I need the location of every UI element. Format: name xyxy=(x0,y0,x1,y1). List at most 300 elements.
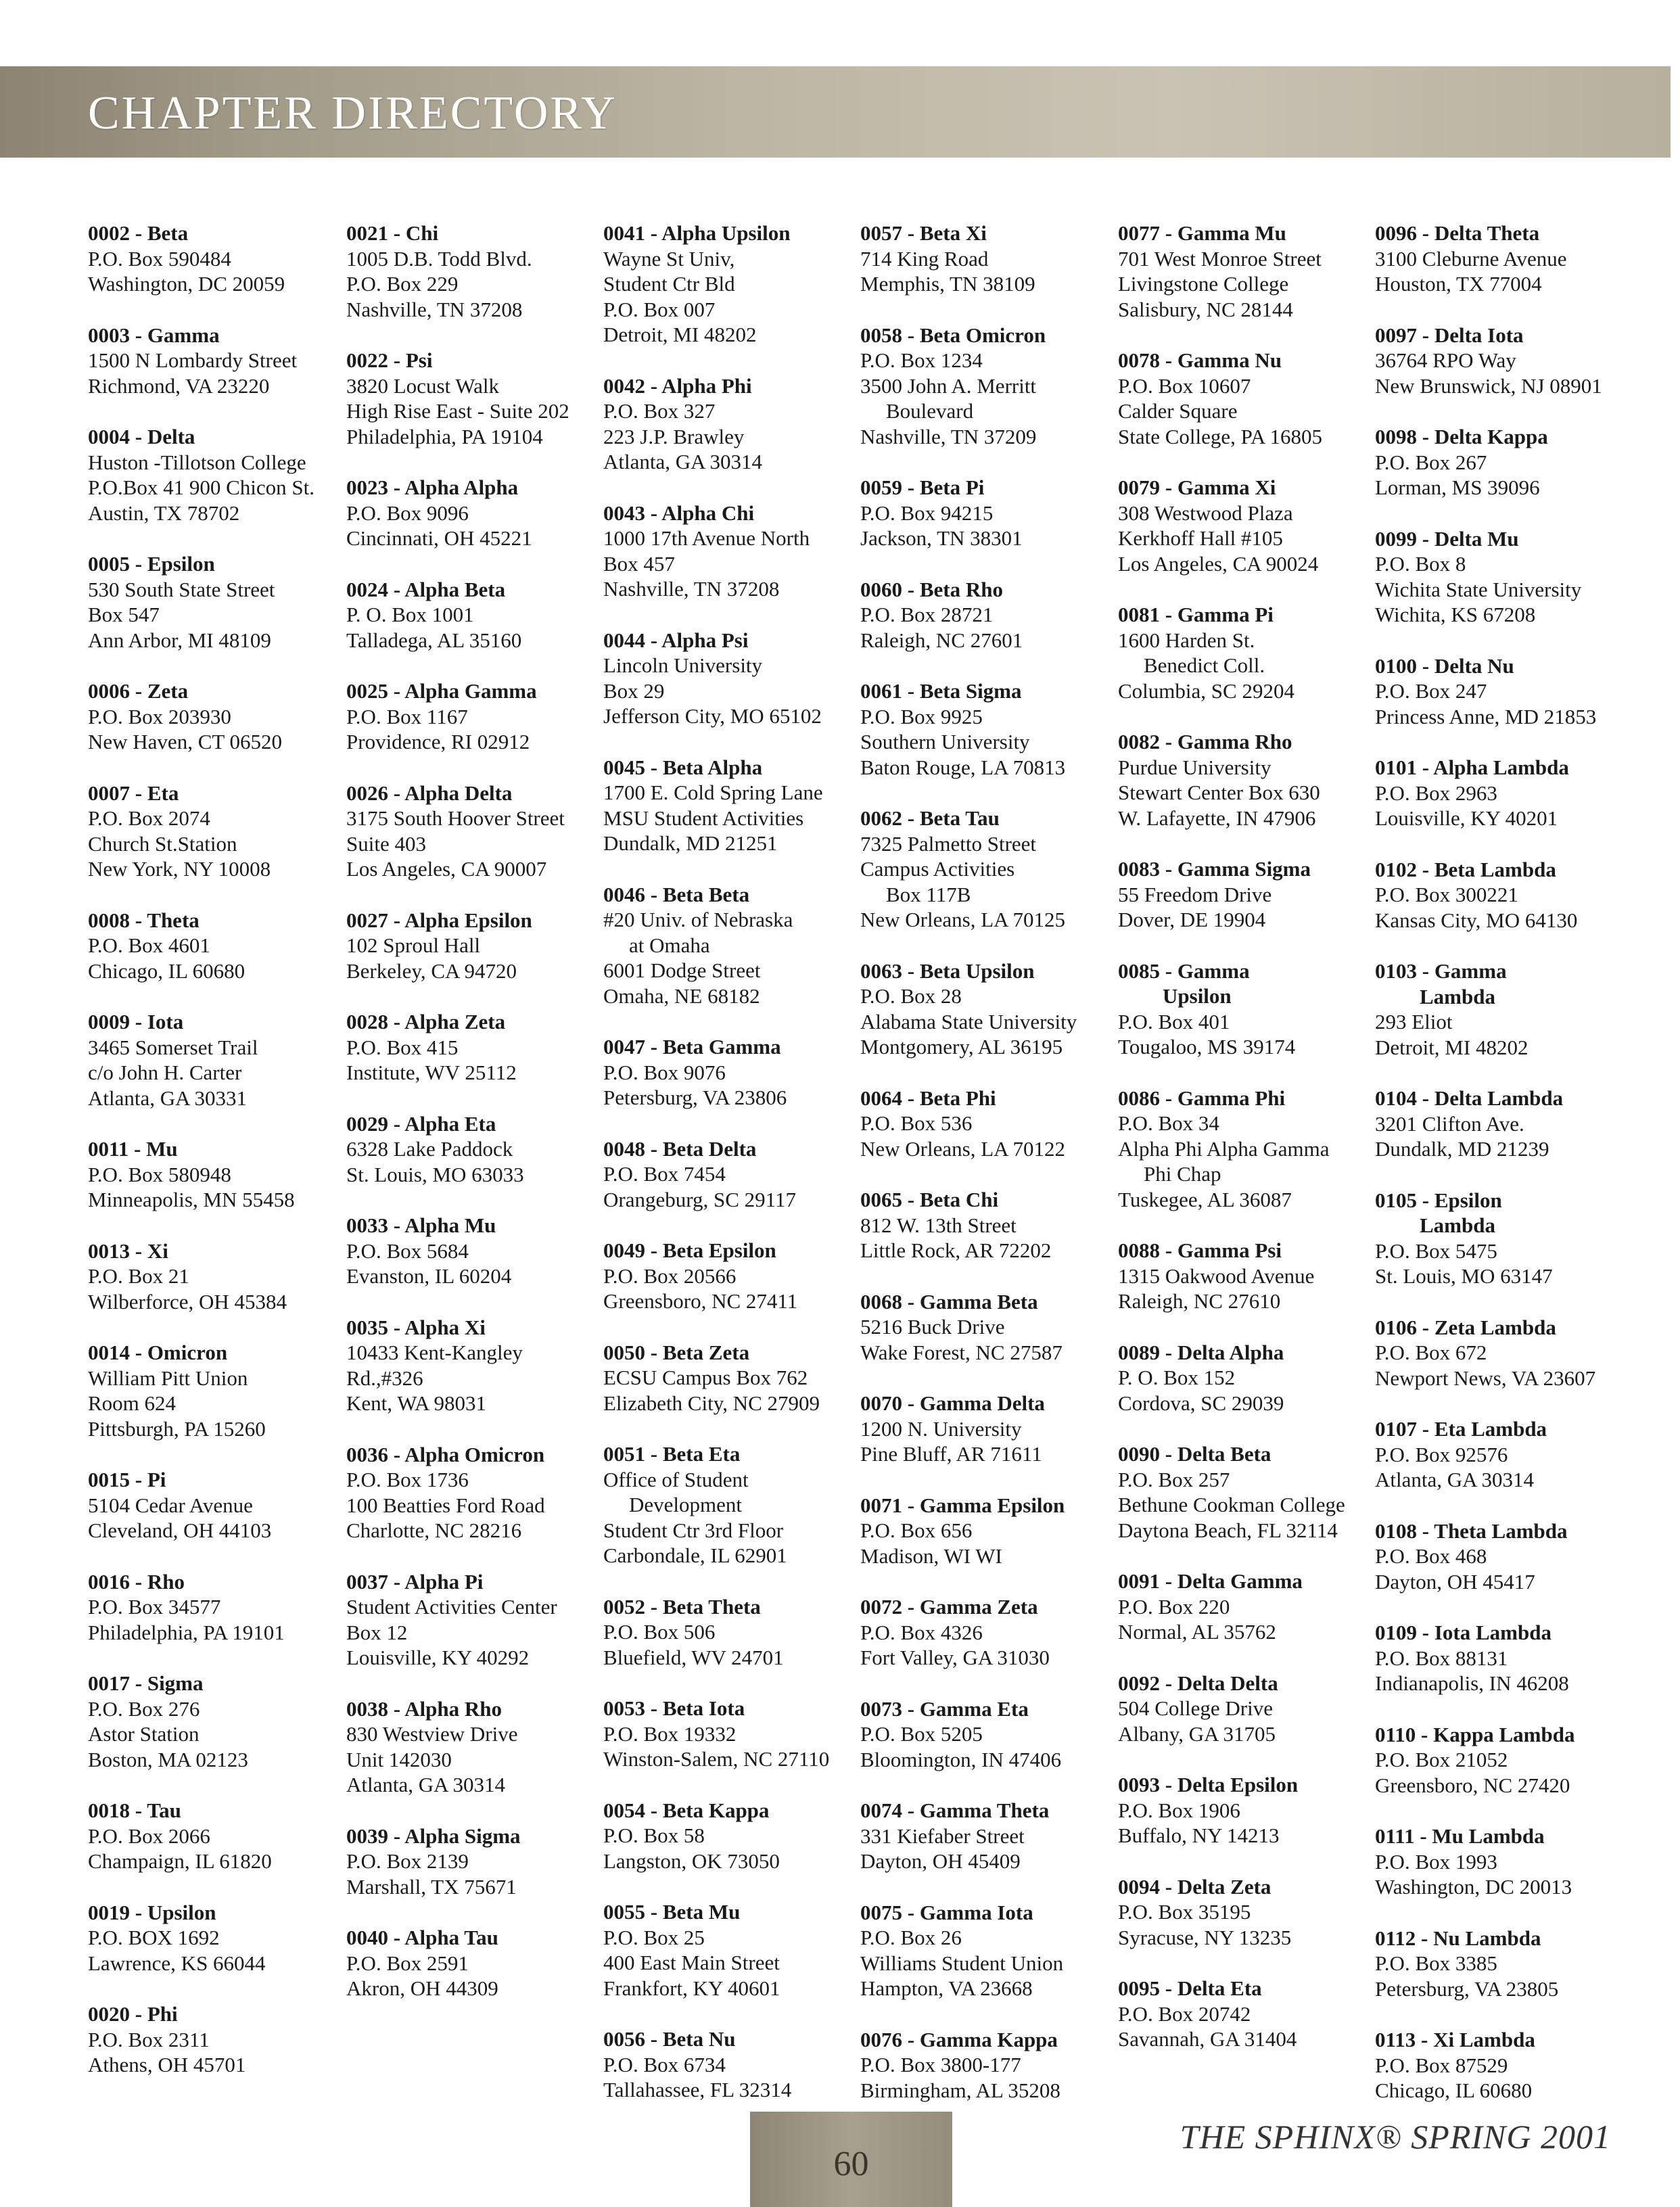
address-line: P.O. Box 6734 xyxy=(603,2052,726,2076)
chapter-entry xyxy=(346,908,597,984)
chapter-name-text: 0078 - Gamma Nu xyxy=(1118,348,1282,372)
address-line: P.O. Box 58 xyxy=(603,1823,705,1847)
chapter-entry xyxy=(603,755,854,856)
chapter-name-text: 0047 - Beta Gamma xyxy=(603,1035,781,1059)
chapter-name xyxy=(88,678,338,704)
address-line: P.O. Box 203930 xyxy=(88,704,231,728)
address-line: P.O. Box 656 xyxy=(860,1518,973,1542)
chapter-name-text: 0102 - Beta Lambda xyxy=(1375,857,1556,881)
address-line: P.O. Box 35195 xyxy=(1118,1900,1251,1924)
address-line: P.O. Box 26 xyxy=(860,1926,962,1949)
chapter-entry xyxy=(346,1696,597,1798)
address-line: Cincinnati, OH 45221 xyxy=(346,526,532,550)
chapter-name xyxy=(860,1594,1111,1620)
address-line: Princess Anne, MD 21853 xyxy=(1375,704,1597,728)
publication-footer: THE SPHINX® SPRING 2001 xyxy=(1180,2118,1611,2156)
address-line: Office of Student xyxy=(603,1467,749,1491)
chapter-name-text: 0111 - Mu Lambda xyxy=(1375,1824,1545,1848)
chapter-name-continued: Upsilon xyxy=(1163,984,1232,1008)
address-line: Raleigh, NC 27610 xyxy=(1118,1289,1281,1313)
address-line: P.O. Box 468 xyxy=(1375,1544,1487,1568)
address-line: Wake Forest, NC 27587 xyxy=(860,1340,1063,1364)
address-line: 6001 Dodge Street xyxy=(603,958,761,982)
address-line: 3500 John A. Merritt xyxy=(860,373,1037,398)
address-line: P.O. Box 20742 xyxy=(1118,2001,1251,2026)
chapter-name-text: 0013 - Xi xyxy=(88,1238,168,1263)
address-line: New Haven, CT 06520 xyxy=(88,730,282,753)
address-line: 812 W. 13th Street xyxy=(860,1213,1017,1237)
chapter-entry xyxy=(346,678,597,755)
chapter-entry xyxy=(346,1213,597,1289)
chapter-entry xyxy=(860,1696,1111,1773)
address-line: Pine Bluff, AR 71611 xyxy=(860,1442,1042,1466)
chapter-name xyxy=(860,1289,1111,1315)
chapter-entry xyxy=(88,1569,338,1646)
address-line: Minneapolis, MN 55458 xyxy=(88,1188,295,1211)
address-line: Alpha Phi Alpha Gamma xyxy=(1118,1136,1330,1161)
address-line: Dayton, OH 45417 xyxy=(1375,1569,1535,1594)
chapter-entry xyxy=(346,1315,597,1416)
address-line: Box 457 xyxy=(603,551,675,576)
chapter-name-text: 0105 - Epsilon xyxy=(1375,1188,1502,1212)
chapter-name-text: 0113 - Xi Lambda xyxy=(1375,2028,1535,2051)
chapter-name xyxy=(88,323,338,348)
address-line: Greensboro, NC 27411 xyxy=(603,1289,798,1313)
address-line: Atlanta, GA 30314 xyxy=(603,450,763,473)
chapter-name xyxy=(603,1340,854,1366)
chapter-name-text: 0088 - Gamma Psi xyxy=(1118,1238,1282,1262)
address-line: Room 624 xyxy=(88,1391,177,1415)
address-line: P.O. BOX 1692 xyxy=(88,1926,220,1949)
chapter-name-text: 0027 - Alpha Epsilon xyxy=(346,908,532,932)
address-line: Memphis, TN 38109 xyxy=(860,272,1035,296)
chapter-name-text: 0079 - Gamma Xi xyxy=(1118,475,1276,499)
chapter-name-text: 0043 - Alpha Chi xyxy=(603,501,755,525)
chapter-name xyxy=(346,781,597,806)
address-line: Albany, GA 31705 xyxy=(1118,1721,1276,1746)
chapter-entry xyxy=(346,781,597,882)
chapter-entry xyxy=(603,220,854,348)
chapter-entry xyxy=(1375,1722,1625,1798)
chapter-entry xyxy=(1118,602,1368,703)
address-line: Box 29 xyxy=(603,678,665,703)
address-line: Tougaloo, MS 39174 xyxy=(1118,1035,1296,1059)
chapter-name xyxy=(1118,475,1368,501)
address-line: 6328 Lake Paddock xyxy=(346,1137,513,1161)
address-line: Williams Student Union xyxy=(860,1951,1064,1975)
address-line: Philadelphia, PA 19101 xyxy=(88,1620,285,1644)
chapter-name-text: 0107 - Eta Lambda xyxy=(1375,1417,1547,1441)
chapter-name-text: 0014 - Omicron xyxy=(88,1341,228,1364)
address-line: Wayne St Univ, xyxy=(603,246,735,271)
address-line: P.O. Box 229 xyxy=(346,272,459,296)
address-line: P.O. Box 257 xyxy=(1118,1467,1230,1491)
chapter-entry xyxy=(1375,1315,1625,1391)
chapter-name-text: 0098 - Delta Kappa xyxy=(1375,425,1548,448)
chapter-entry xyxy=(860,806,1111,933)
chapter-name-text: 0038 - Alpha Rho xyxy=(346,1696,502,1721)
chapter-name-text: 0091 - Delta Gamma xyxy=(1118,1569,1303,1593)
chapter-name xyxy=(1118,856,1368,882)
chapter-entry xyxy=(1375,1620,1625,1696)
chapter-entry xyxy=(346,1442,597,1543)
address-line: Carbondale, IL 62901 xyxy=(603,1543,787,1567)
chapter-entry xyxy=(603,1238,854,1314)
address-line: Southern University xyxy=(860,730,1030,753)
address-line: P.O. Box 92576 xyxy=(1375,1442,1508,1466)
address-line: Box 117B xyxy=(886,882,971,906)
address-line: P. O. Box 1001 xyxy=(346,603,474,626)
chapter-name-text: 0029 - Alpha Eta xyxy=(346,1111,496,1136)
chapter-name xyxy=(603,1696,854,1721)
chapter-name-text: 0103 - Gamma xyxy=(1375,959,1507,983)
chapter-name xyxy=(1118,1086,1368,1111)
chapter-name xyxy=(1375,2027,1625,2053)
chapter-entry xyxy=(860,1493,1111,1569)
chapter-name-continued: Lambda xyxy=(1420,984,1495,1008)
chapter-name xyxy=(88,1798,338,1823)
chapter-entry xyxy=(1118,1340,1368,1416)
address-line: P.O. Box 2963 xyxy=(1375,781,1497,805)
chapter-entry xyxy=(88,1671,338,1772)
address-line: Hampton, VA 23668 xyxy=(860,1976,1033,2000)
address-line: P.O. Box 5205 xyxy=(860,1722,983,1746)
chapter-name xyxy=(1375,755,1625,781)
chapter-name-text: 0060 - Beta Rho xyxy=(860,577,1003,601)
address-line: Cleveland, OH 44103 xyxy=(88,1518,272,1542)
chapter-entry xyxy=(88,1238,338,1315)
address-line: 293 Eliot xyxy=(1375,1010,1453,1033)
address-line: P.O. Box 19332 xyxy=(603,1721,737,1746)
address-line: P.O. Box 580948 xyxy=(88,1162,231,1186)
address-line: 1005 D.B. Todd Blvd. xyxy=(346,246,532,271)
chapter-name-text: 0049 - Beta Epsilon xyxy=(603,1238,776,1262)
chapter-entry xyxy=(1118,1671,1368,1747)
chapter-entry xyxy=(88,1798,338,1874)
directory-column-4 xyxy=(860,220,1111,2129)
address-line: P.O. Box 415 xyxy=(346,1035,459,1059)
chapter-entry xyxy=(1375,1823,1625,1900)
chapter-entry xyxy=(603,1441,854,1569)
page-title: CHAPTER DIRECTORY xyxy=(88,87,617,139)
chapter-name xyxy=(1375,1518,1625,1544)
address-line: Bluefield, WV 24701 xyxy=(603,1645,784,1669)
address-line: New Brunswick, NJ 08901 xyxy=(1375,373,1602,398)
address-line: Unit 142030 xyxy=(346,1747,452,1771)
chapter-name xyxy=(1375,220,1625,246)
chapter-entry xyxy=(88,551,338,653)
chapter-name-text: 0110 - Kappa Lambda xyxy=(1375,1722,1575,1746)
address-line: P.O. Box 34577 xyxy=(88,1595,221,1619)
chapter-name xyxy=(1375,1620,1625,1646)
chapter-name xyxy=(860,220,1111,246)
address-line: Evanston, IL 60204 xyxy=(346,1264,512,1288)
address-line: Benedict Coll. xyxy=(1144,653,1265,677)
chapter-name-text: 0099 - Delta Mu xyxy=(1375,526,1519,551)
address-line: 1000 17th Avenue North xyxy=(603,526,810,550)
chapter-name xyxy=(603,1238,854,1263)
address-line: Student Ctr 3rd Floor xyxy=(603,1518,784,1542)
address-line: P.O. Box 1736 xyxy=(346,1468,469,1491)
address-line: New Orleans, LA 70125 xyxy=(860,908,1066,931)
chapter-name xyxy=(860,2027,1111,2053)
chapter-name xyxy=(603,1594,854,1620)
chapter-name-text: 0062 - Beta Tau xyxy=(860,806,1000,830)
chapter-name xyxy=(88,1238,338,1264)
chapter-entry xyxy=(860,678,1111,780)
chapter-name xyxy=(1118,1976,1368,2001)
directory-column-2 xyxy=(346,220,597,2027)
chapter-entry xyxy=(1375,220,1625,297)
chapter-name xyxy=(346,475,597,501)
address-line: 7325 Palmetto Street xyxy=(860,831,1037,856)
chapter-name-text: 0037 - Alpha Pi xyxy=(346,1569,484,1594)
address-line: P.O. Box 4326 xyxy=(860,1620,983,1644)
address-line: Charlotte, NC 28216 xyxy=(346,1518,522,1542)
chapter-entry xyxy=(603,1340,854,1416)
address-line: Atlanta, GA 30331 xyxy=(88,1086,248,1110)
chapter-name-text: 0045 - Beta Alpha xyxy=(603,755,763,779)
chapter-name-text: 0039 - Alpha Sigma xyxy=(346,1823,521,1848)
chapter-entry xyxy=(603,373,854,475)
chapter-entry xyxy=(1118,1238,1368,1314)
chapter-name xyxy=(860,475,1111,501)
page-number: 60 xyxy=(833,2145,869,2183)
chapter-entry xyxy=(1375,1416,1625,1493)
address-line: 3100 Cleburne Avenue xyxy=(1375,246,1567,271)
chapter-name xyxy=(346,1442,597,1468)
chapter-name-text: 0106 - Zeta Lambda xyxy=(1375,1315,1556,1339)
chapter-name xyxy=(603,628,854,653)
address-line: P.O. Box 2074 xyxy=(88,806,210,830)
chapter-name-text: 0089 - Delta Alpha xyxy=(1118,1340,1284,1364)
address-line: New Orleans, LA 70122 xyxy=(860,1136,1066,1161)
address-line: 100 Beatties Ford Road xyxy=(346,1493,545,1517)
address-line: 5104 Cedar Avenue xyxy=(88,1493,253,1517)
address-line: P.O. Box 10607 xyxy=(1118,373,1251,398)
address-line: Marshall, TX 75671 xyxy=(346,1874,517,1899)
address-line: Louisville, KY 40201 xyxy=(1375,806,1558,830)
address-line: Madison, WI WI xyxy=(860,1543,1002,1568)
address-line: State College, PA 16805 xyxy=(1118,424,1322,448)
directory-column-3 xyxy=(603,220,854,2129)
chapter-entry xyxy=(860,1900,1111,2001)
address-line: P. O. Box 152 xyxy=(1118,1366,1236,1389)
address-line: Phi Chap xyxy=(1144,1162,1221,1186)
chapter-entry xyxy=(603,882,854,1009)
address-line: 701 West Monroe Street xyxy=(1118,246,1322,271)
chapter-name-text: 0077 - Gamma Mu xyxy=(1118,221,1286,245)
address-line: P.O. Box 506 xyxy=(603,1620,716,1644)
chapter-name-text: 0075 - Gamma Iota xyxy=(860,1900,1033,1924)
chapter-name-text: 0083 - Gamma Sigma xyxy=(1118,857,1311,881)
chapter-name xyxy=(1375,1188,1625,1238)
address-line: P.O. Box 3800-177 xyxy=(860,2053,1021,2076)
chapter-name xyxy=(346,1925,597,1951)
chapter-entry xyxy=(1375,1518,1625,1595)
address-line: P.O. Box 2066 xyxy=(88,1823,210,1848)
address-line: P.O. Box 7454 xyxy=(603,1162,726,1186)
address-line: P.O. Box 007 xyxy=(603,297,716,321)
chapter-name-text: 0101 - Alpha Lambda xyxy=(1375,756,1569,779)
address-line: Stewart Center Box 630 xyxy=(1118,781,1320,804)
chapter-name-text: 0008 - Theta xyxy=(88,908,200,932)
address-line: Washington, DC 20059 xyxy=(88,272,285,296)
chapter-name-text: 0035 - Alpha Xi xyxy=(346,1315,486,1339)
address-line: 830 Westview Drive xyxy=(346,1722,518,1746)
address-line: 3465 Somerset Trail xyxy=(88,1035,258,1059)
address-line: 55 Freedom Drive xyxy=(1118,882,1272,906)
chapter-entry xyxy=(88,1340,338,1441)
address-line: P.O. Box 34 xyxy=(1118,1111,1219,1135)
chapter-name-text: 0054 - Beta Kappa xyxy=(603,1798,770,1822)
chapter-entry xyxy=(860,1594,1111,1671)
address-line: Box 12 xyxy=(346,1620,408,1644)
chapter-entry xyxy=(860,1187,1111,1263)
address-line: Dundalk, MD 21251 xyxy=(603,831,778,855)
address-line: New York, NY 10008 xyxy=(88,857,271,881)
address-line: Austin, TX 78702 xyxy=(88,501,240,525)
chapter-name-text: 0076 - Gamma Kappa xyxy=(860,2027,1058,2051)
address-line: Langston, OK 73050 xyxy=(603,1849,780,1873)
chapter-name-text: 0041 - Alpha Upsilon xyxy=(603,221,791,245)
chapter-name xyxy=(346,348,597,373)
chapter-name-text: 0053 - Beta Iota xyxy=(603,1696,745,1720)
chapter-entry xyxy=(603,1136,854,1213)
chapter-name-text: 0004 - Delta xyxy=(88,425,195,448)
chapter-entry xyxy=(346,348,597,449)
chapter-name-text: 0019 - Upsilon xyxy=(88,1900,216,1924)
chapter-name xyxy=(1375,424,1625,450)
address-line: P.O. Box 4601 xyxy=(88,933,210,957)
address-line: Syracuse, NY 13235 xyxy=(1118,1925,1292,1949)
chapter-name-text: 0108 - Theta Lambda xyxy=(1375,1518,1568,1543)
chapter-entry xyxy=(88,908,338,984)
address-line: Lorman, MS 39096 xyxy=(1375,475,1540,499)
address-line: Winston-Salem, NC 27110 xyxy=(603,1747,830,1771)
address-line: P.O. Box 8 xyxy=(1375,552,1466,576)
address-line: P.O. Box 327 xyxy=(603,399,716,423)
chapter-name xyxy=(346,1696,597,1722)
chapter-name xyxy=(88,781,338,806)
chapter-entry xyxy=(1118,729,1368,831)
address-line: Normal, AL 35762 xyxy=(1118,1620,1276,1644)
address-line: Lincoln University xyxy=(603,653,763,677)
address-line: Development xyxy=(629,1493,743,1516)
address-line: 308 Westwood Plaza xyxy=(1118,501,1293,525)
page-number-box xyxy=(750,2112,952,2207)
address-line: William Pitt Union xyxy=(88,1366,248,1390)
address-line: Salisbury, NC 28144 xyxy=(1118,297,1293,321)
address-line: at Omaha xyxy=(629,933,710,957)
chapter-name-text: 0097 - Delta Iota xyxy=(1375,323,1524,347)
address-line: Atlanta, GA 30314 xyxy=(346,1773,506,1796)
address-line: Greensboro, NC 27420 xyxy=(1375,1773,1570,1797)
chapter-name-text: 0005 - Epsilon xyxy=(88,552,215,576)
address-line: Rd.,#326 xyxy=(346,1366,423,1390)
chapter-entry xyxy=(1118,1441,1368,1543)
address-line: Washington, DC 20013 xyxy=(1375,1875,1572,1899)
address-line: Chicago, IL 60680 xyxy=(88,958,246,983)
address-line: Astor Station xyxy=(88,1722,200,1746)
chapter-entry xyxy=(88,220,338,297)
chapter-entry xyxy=(603,1594,854,1671)
address-line: High Rise East - Suite 202 xyxy=(346,399,569,423)
address-line: Richmond, VA 23220 xyxy=(88,373,270,398)
chapter-name-text: 0055 - Beta Mu xyxy=(603,1900,741,1924)
address-line: Boston, MA 02123 xyxy=(88,1747,248,1771)
chapter-name xyxy=(346,1569,597,1595)
chapter-name-text: 0109 - Iota Lambda xyxy=(1375,1621,1551,1644)
chapter-entry xyxy=(860,577,1111,653)
address-line: P.O. Box 20566 xyxy=(603,1263,737,1288)
address-line: Cordova, SC 29039 xyxy=(1118,1391,1284,1415)
chapter-name xyxy=(1375,1315,1625,1341)
chapter-entry xyxy=(88,781,338,882)
chapter-name xyxy=(1118,602,1368,628)
chapter-name-text: 0073 - Gamma Eta xyxy=(860,1696,1029,1721)
address-line: Livingstone College xyxy=(1118,272,1289,296)
chapter-entry xyxy=(860,323,1111,450)
chapter-name-text: 0061 - Beta Sigma xyxy=(860,679,1022,703)
chapter-name-text: 0020 - Phi xyxy=(88,2002,178,2026)
chapter-entry xyxy=(88,1900,338,1976)
address-line: P.O. Box 5684 xyxy=(346,1238,469,1263)
chapter-name xyxy=(1118,348,1368,373)
address-line: Detroit, MI 48202 xyxy=(1375,1035,1529,1059)
chapter-name-text: 0081 - Gamma Pi xyxy=(1118,603,1274,626)
chapter-name-text: 0057 - Beta Xi xyxy=(860,221,987,245)
chapter-name-text: 0009 - Iota xyxy=(88,1010,184,1033)
address-line: P.O. Box 1234 xyxy=(860,348,983,372)
chapter-name xyxy=(1375,323,1625,348)
chapter-entry xyxy=(1118,348,1368,449)
chapter-name-text: 0064 - Beta Phi xyxy=(860,1086,996,1110)
chapter-name xyxy=(88,1009,338,1035)
address-line: P.O. Box 21052 xyxy=(1375,1748,1508,1771)
chapter-name xyxy=(88,1900,338,1926)
address-line: Petersburg, VA 23806 xyxy=(603,1086,787,1109)
address-line: Suite 403 xyxy=(346,831,426,856)
chapter-name xyxy=(603,1136,854,1162)
directory-column-6 xyxy=(1375,220,1625,2129)
chapter-entry xyxy=(1118,1086,1368,1213)
address-line: P.O. Box 28721 xyxy=(860,603,994,626)
chapter-name xyxy=(1375,1086,1625,1111)
chapter-name-text: 0046 - Beta Beta xyxy=(603,882,750,906)
address-line: 504 College Drive xyxy=(1118,1696,1274,1720)
address-line: P.O. Box 590484 xyxy=(88,246,231,271)
chapter-entry xyxy=(860,475,1111,551)
address-line: Tallahassee, FL 32314 xyxy=(603,2078,792,2101)
address-line: 1315 Oakwood Avenue xyxy=(1118,1263,1315,1288)
chapter-name-text: 0092 - Delta Delta xyxy=(1118,1671,1278,1695)
chapter-entry xyxy=(346,1111,597,1188)
chapter-name xyxy=(860,1187,1111,1213)
chapter-entry xyxy=(346,475,597,551)
address-line: Indianapolis, IN 46208 xyxy=(1375,1671,1569,1695)
chapter-name-text: 0044 - Alpha Psi xyxy=(603,628,749,652)
chapter-entry xyxy=(860,1289,1111,1366)
chapter-name xyxy=(1118,1671,1368,1696)
chapter-entry xyxy=(88,1136,338,1213)
address-line: Nashville, TN 37209 xyxy=(860,424,1037,448)
chapter-name xyxy=(88,1136,338,1162)
chapter-name xyxy=(88,1340,338,1366)
address-line: Bethune Cookman College xyxy=(1118,1493,1345,1516)
chapter-entry xyxy=(1118,958,1368,1060)
chapter-name-text: 0074 - Gamma Theta xyxy=(860,1798,1050,1822)
